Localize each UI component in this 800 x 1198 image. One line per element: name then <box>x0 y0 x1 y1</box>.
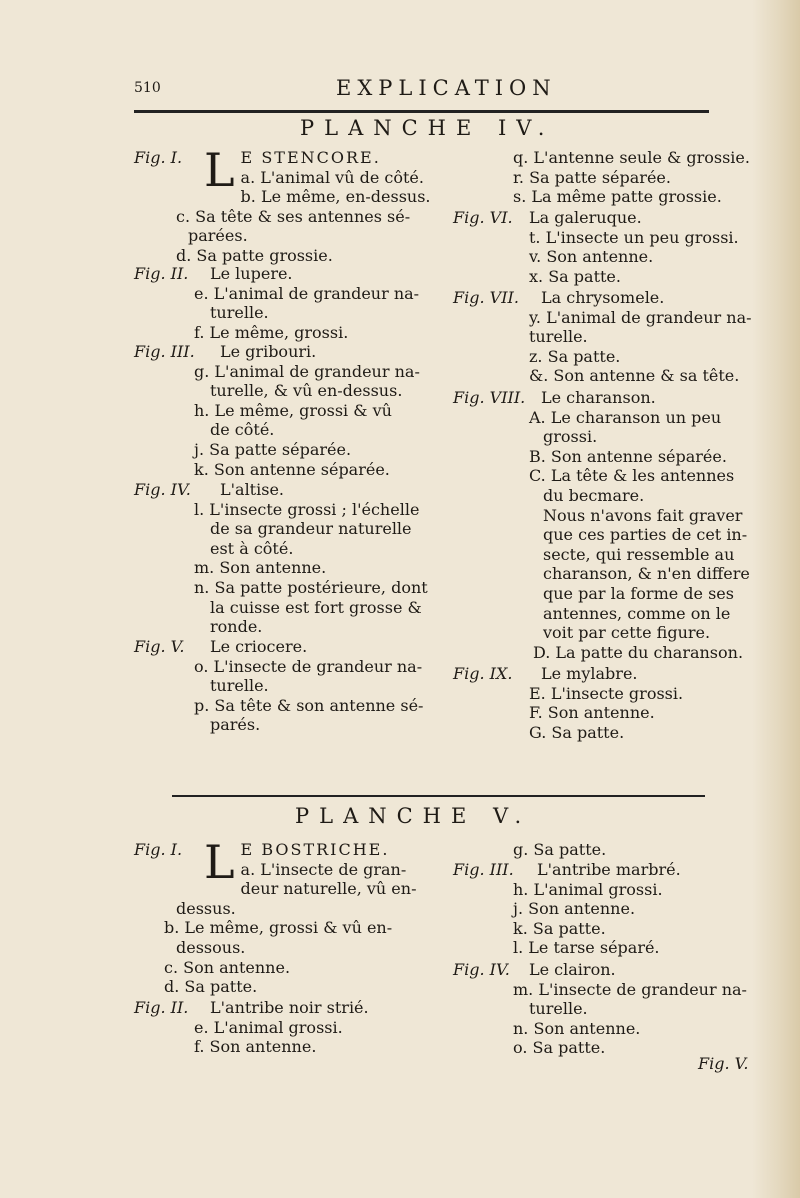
entry-line: turelle. <box>210 676 269 696</box>
entry-heading: E BOSTRICHE. <box>240 840 390 859</box>
entry-line: b. Le même, en-dessus. <box>240 187 431 207</box>
entry-line: L'antribe marbré. <box>537 860 681 879</box>
entry-line: n. Sa patte postérieure, dont <box>194 577 428 597</box>
planche-iv-title: PLANCHE IV. <box>300 116 555 140</box>
entry-line: k. Sa patte. <box>513 918 606 938</box>
entry-line: c. Son antenne. <box>164 957 291 977</box>
entry-line: Le gribouri. <box>220 342 317 361</box>
entry-line: turelle, & vû en-dessus. <box>210 381 403 401</box>
page-number: 510 <box>134 80 161 96</box>
entry-line: A. Le charanson un peu <box>529 407 722 427</box>
entry-line: G. Sa patte. <box>529 722 625 742</box>
entry-line: secte, qui ressemble au <box>543 544 735 564</box>
entry-line: p. Sa tête & son antenne sé- <box>194 695 424 715</box>
drop-cap: L <box>204 143 235 197</box>
entry-line: de sa grandeur naturelle <box>210 519 412 539</box>
entry-line: F. Son antenne. <box>529 703 655 723</box>
entry-line: L'antribe noir strié. <box>210 998 369 1017</box>
entry-fig-ii <box>134 264 444 342</box>
fig-label: Fig. III. <box>134 342 195 361</box>
entry-line: ronde. <box>210 617 263 637</box>
entry-line: g. Sa patte. <box>513 840 607 859</box>
entry-line: turelle. <box>529 999 588 1019</box>
fig-label: Fig. VIII. <box>453 388 526 407</box>
entry-line: La galeruque. <box>529 208 642 227</box>
entry-line: La chrysomele. <box>541 288 665 307</box>
entry-line: o. Sa patte. <box>513 1038 606 1058</box>
entry-line: f. Le même, grossi. <box>194 322 349 342</box>
entry-line: parés. <box>210 715 261 735</box>
entry-line: turelle. <box>210 303 269 323</box>
entry-line: que par la forme de ses <box>543 583 734 603</box>
fig-label: Fig. V. <box>134 637 185 656</box>
entry-line: D. La patte du charanson. <box>533 642 744 662</box>
entry-line: de côté. <box>210 420 275 440</box>
entry-heading: E STENCORE. <box>240 148 381 167</box>
entry-line: &. Son antenne & sa tête. <box>529 366 740 386</box>
fig-label: Fig. VI. <box>453 208 513 227</box>
fig-label: Fig. VII. <box>453 288 519 307</box>
entry-fig-vi <box>453 208 739 288</box>
planche-v-title: PLANCHE V. <box>295 804 532 828</box>
entry-continuation <box>453 148 750 208</box>
entry-line: Le lupere. <box>210 264 293 283</box>
entry-line: voit par cette figure. <box>543 623 711 643</box>
entry-line: dessus. <box>176 898 236 918</box>
planche-v-left-column <box>134 835 444 1058</box>
entry-fig-ix <box>453 664 713 744</box>
fig-label: Fig. III. <box>453 860 514 879</box>
entry-line: k. Son antenne séparée. <box>194 459 390 479</box>
entry-line: s. La même patte grossie. <box>513 187 722 207</box>
entry-line: m. Son antenne. <box>194 558 327 578</box>
entry-fig-iii <box>453 860 713 960</box>
entry-line: E. L'insecte grossi. <box>529 683 684 703</box>
entry-line: h. Le même, grossi & vû <box>194 400 392 420</box>
entry-line: c. Sa tête & ses antennes sé- <box>176 206 411 226</box>
section-rule <box>172 795 705 797</box>
entry-line: a. L'animal vû de côté. <box>240 167 424 187</box>
trailing-fig-label: Fig. V. <box>698 1054 749 1073</box>
entry-line: est à côté. <box>210 538 294 558</box>
entry-fig-v <box>134 637 444 737</box>
entry-line: r. Sa patte séparée. <box>513 167 671 187</box>
entry-fig-iv <box>453 960 747 1060</box>
entry-line: parées. <box>188 226 248 246</box>
entry-line: la cuisse est fort grosse & <box>210 597 422 617</box>
planche-v-right-column <box>453 840 747 1060</box>
fig-label: Fig. IV. <box>134 480 191 499</box>
entry-line: antennes, comme on le <box>543 603 731 623</box>
page-edge-shadow <box>752 0 800 1198</box>
entry-line: Le clairon. <box>529 960 616 979</box>
entry-line: d. Sa patte grossie. <box>176 245 333 265</box>
entry-line: Le mylabre. <box>541 664 638 683</box>
entry-line: B. Son antenne séparée. <box>529 446 727 466</box>
entry-fig-iv <box>134 480 444 637</box>
entry-fig-iii <box>134 342 444 480</box>
entry-line: a. L'insecte de gran- <box>240 859 407 879</box>
entry-line: n. Son antenne. <box>513 1018 641 1038</box>
entry-fig-i <box>134 835 444 998</box>
drop-cap: L <box>204 835 235 889</box>
entry-line: x. Sa patte. <box>529 266 621 286</box>
entry-line: j. Son antenne. <box>513 899 636 919</box>
fig-label: Fig. II. <box>134 998 189 1017</box>
running-head: EXPLICATION <box>336 76 557 100</box>
planche-iv-right-column <box>453 148 752 744</box>
entry-fig-vii <box>453 288 752 388</box>
fig-label: Fig. IX. <box>453 664 513 683</box>
entry-line: g. L'animal de grandeur na- <box>194 361 420 381</box>
entry-fig-i <box>134 143 444 265</box>
entry-line: v. Son antenne. <box>529 247 654 267</box>
entry-fig-ii <box>134 998 444 1058</box>
entry-line: o. L'insecte de grandeur na- <box>194 656 423 676</box>
entry-line: du becmare. <box>543 485 645 505</box>
entry-fig-viii <box>453 388 750 664</box>
entry-line: dessous. <box>176 937 246 957</box>
entry-line: C. La tête & les antennes <box>529 466 735 486</box>
entry-line: l. Le tarse séparé. <box>513 938 660 958</box>
entry-line: q. L'antenne seule & grossie. <box>513 148 750 167</box>
entry-line: d. Sa patte. <box>164 977 258 997</box>
entry-line: y. L'animal de grandeur na- <box>529 307 752 327</box>
entry-line: Nous n'avons fait graver <box>543 505 743 525</box>
entry-line: grossi. <box>543 427 598 447</box>
planche-iv-left-column <box>134 143 444 737</box>
fig-label: Fig. II. <box>134 264 189 283</box>
entry-line: f. Son antenne. <box>194 1037 317 1057</box>
entry-line: Le charanson. <box>541 388 656 407</box>
entry-line: m. L'insecte de grandeur na- <box>513 979 747 999</box>
entry-continuation <box>453 840 713 860</box>
fig-label: Fig. I. <box>134 148 183 167</box>
entry-line: h. L'animal grossi. <box>513 879 663 899</box>
entry-line: Le criocere. <box>210 637 308 656</box>
entry-line: l. L'insecte grossi ; l'échelle <box>194 499 420 519</box>
fig-label: Fig. IV. <box>453 960 510 979</box>
entry-line: deur naturelle, vû en- <box>240 879 417 899</box>
entry-line: turelle. <box>529 327 588 347</box>
entry-line: e. L'animal de grandeur na- <box>194 283 420 303</box>
header-rule <box>134 110 709 113</box>
entry-line: L'altise. <box>220 480 284 499</box>
entry-line: z. Sa patte. <box>529 346 621 366</box>
entry-line: que ces parties de cet in- <box>543 525 748 545</box>
entry-line: j. Sa patte séparée. <box>194 439 352 459</box>
entry-line: b. Le même, grossi & vû en- <box>164 918 393 938</box>
fig-label: Fig. I. <box>134 840 183 859</box>
entry-line: e. L'animal grossi. <box>194 1017 343 1037</box>
entry-line: t. L'insecte un peu grossi. <box>529 227 739 247</box>
entry-line: charanson, & n'en differe <box>543 564 750 584</box>
